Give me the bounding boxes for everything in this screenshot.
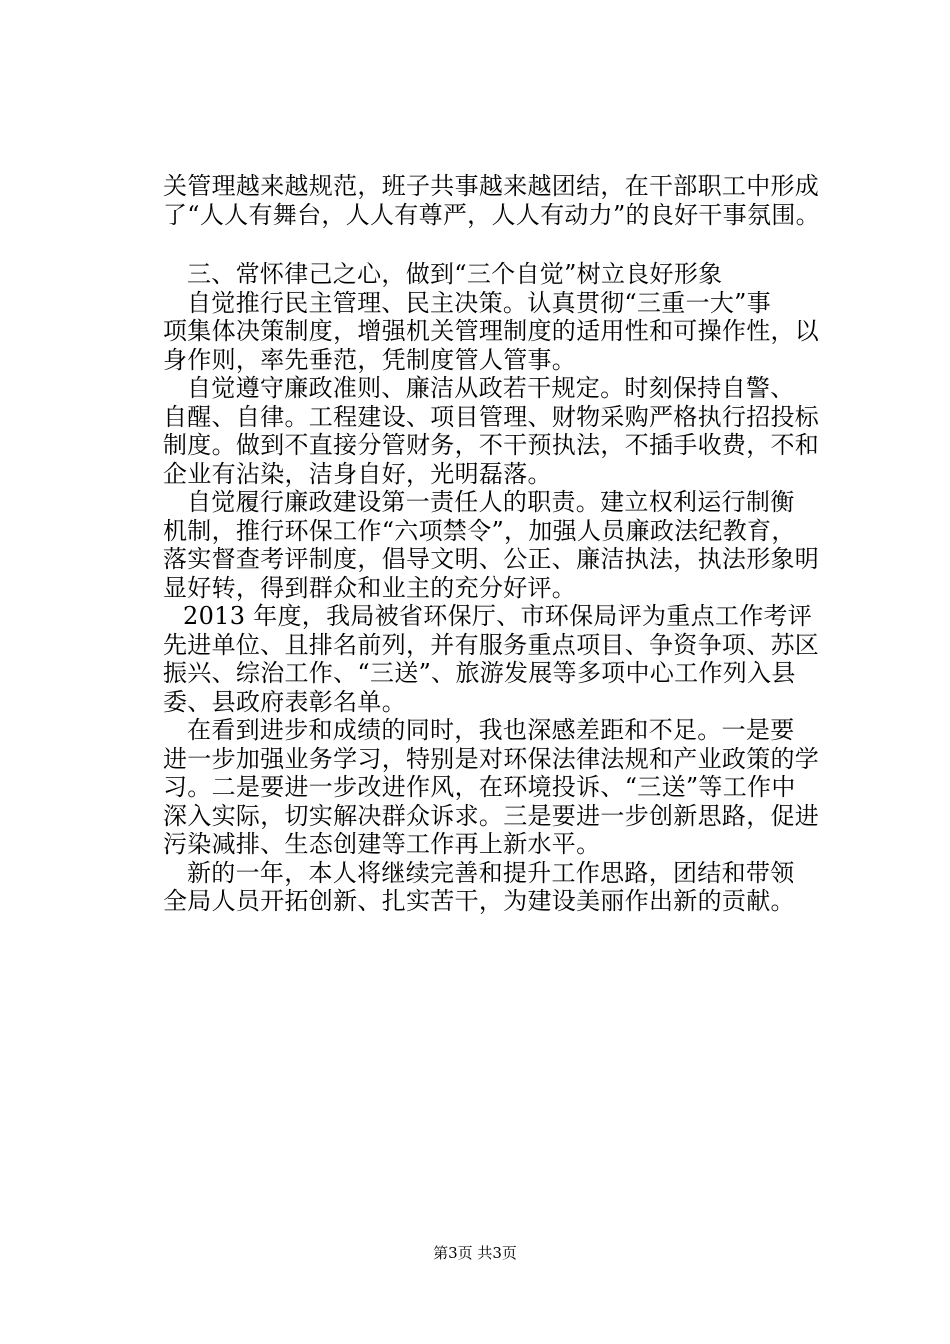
paragraph-line: 关管理越来越规范，班子共事越来越团结，在干部职工中形成	[163, 172, 820, 200]
paragraph-line: 振兴、综治工作、“三送”、旅游发展等多项中心工作列入县	[163, 659, 796, 687]
paragraph-line: 身作则，率先垂范，凭制度管人管事。	[163, 345, 577, 374]
paragraph-line: 制度。做到不直接分管财务，不干预执法，不插手收费，不和	[163, 431, 820, 459]
paragraph-line: 习。二是要进一步改进作风，在环境投诉、“三送”等工作中	[163, 773, 796, 801]
paragraph-line: 显好转，得到群众和业主的充分好评。	[163, 573, 577, 602]
paragraph-line: 自觉遵守廉政准则、廉洁从政若干规定。时刻保持自警、	[187, 374, 795, 402]
page-footer	[0, 1243, 950, 1263]
paragraph-line: 新的一年，本人将继续完善和提升工作思路，团结和带领	[187, 858, 795, 887]
paragraph-line: 企业有沾染，洁身自好，光明磊落。	[163, 459, 552, 488]
paragraph-line: 项集体决策制度，增强机关管理制度的适用性和可操作性，以	[163, 317, 820, 345]
paragraph-line: 2013 年度，我局被省环保厅、市环保局评为重点工作考评	[183, 602, 813, 630]
paragraph-line: 污染减排、生态创建等工作再上新水平。	[163, 830, 601, 858]
section-heading: 三、常怀律己之心，做到“三个自觉”树立良好形象	[187, 260, 723, 288]
paragraph-line: 先进单位、且排名前列，并有服务重点项目、争资争项、苏区	[163, 630, 820, 659]
paragraph-line: 了“人人有舞台，人人有尊严，人人有动力”的良好干事氛围。	[163, 200, 820, 229]
paragraph-line: 自觉履行廉政建设第一责任人的职责。建立权利运行制衡	[187, 488, 795, 516]
paragraph-line: 自觉推行民主管理、民主决策。认真贯彻“三重一大”事	[187, 288, 772, 317]
page-number-label: 第3页 共3页	[433, 1244, 517, 1262]
paragraph-line: 落实督查考评制度，倡导文明、公正、廉洁执法，执法形象明	[163, 545, 820, 573]
paragraph-line: 进一步加强业务学习，特别是对环保法律法规和产业政策的学	[163, 744, 820, 773]
paragraph-line: 全局人员开拓创新、扎实苦干，为建设美丽作出新的贡献。	[163, 887, 795, 915]
paragraph-line: 在看到进步和成绩的同时，我也深感差距和不足。一是要	[187, 716, 795, 744]
paragraph-line: 机制，推行环保工作“六项禁令”，加强人员廉政法纪教育，	[163, 516, 796, 545]
paragraph-line: 深入实际，切实解决群众诉求。三是要进一步创新思路，促进	[163, 801, 820, 830]
paragraph-line: 委、县政府表彰名单。	[163, 687, 406, 716]
paragraph-line: 自醒、自律。工程建设、项目管理、财物采购严格执行招投标	[163, 402, 820, 431]
document-body	[163, 172, 835, 916]
paragraph-gap	[163, 229, 835, 260]
